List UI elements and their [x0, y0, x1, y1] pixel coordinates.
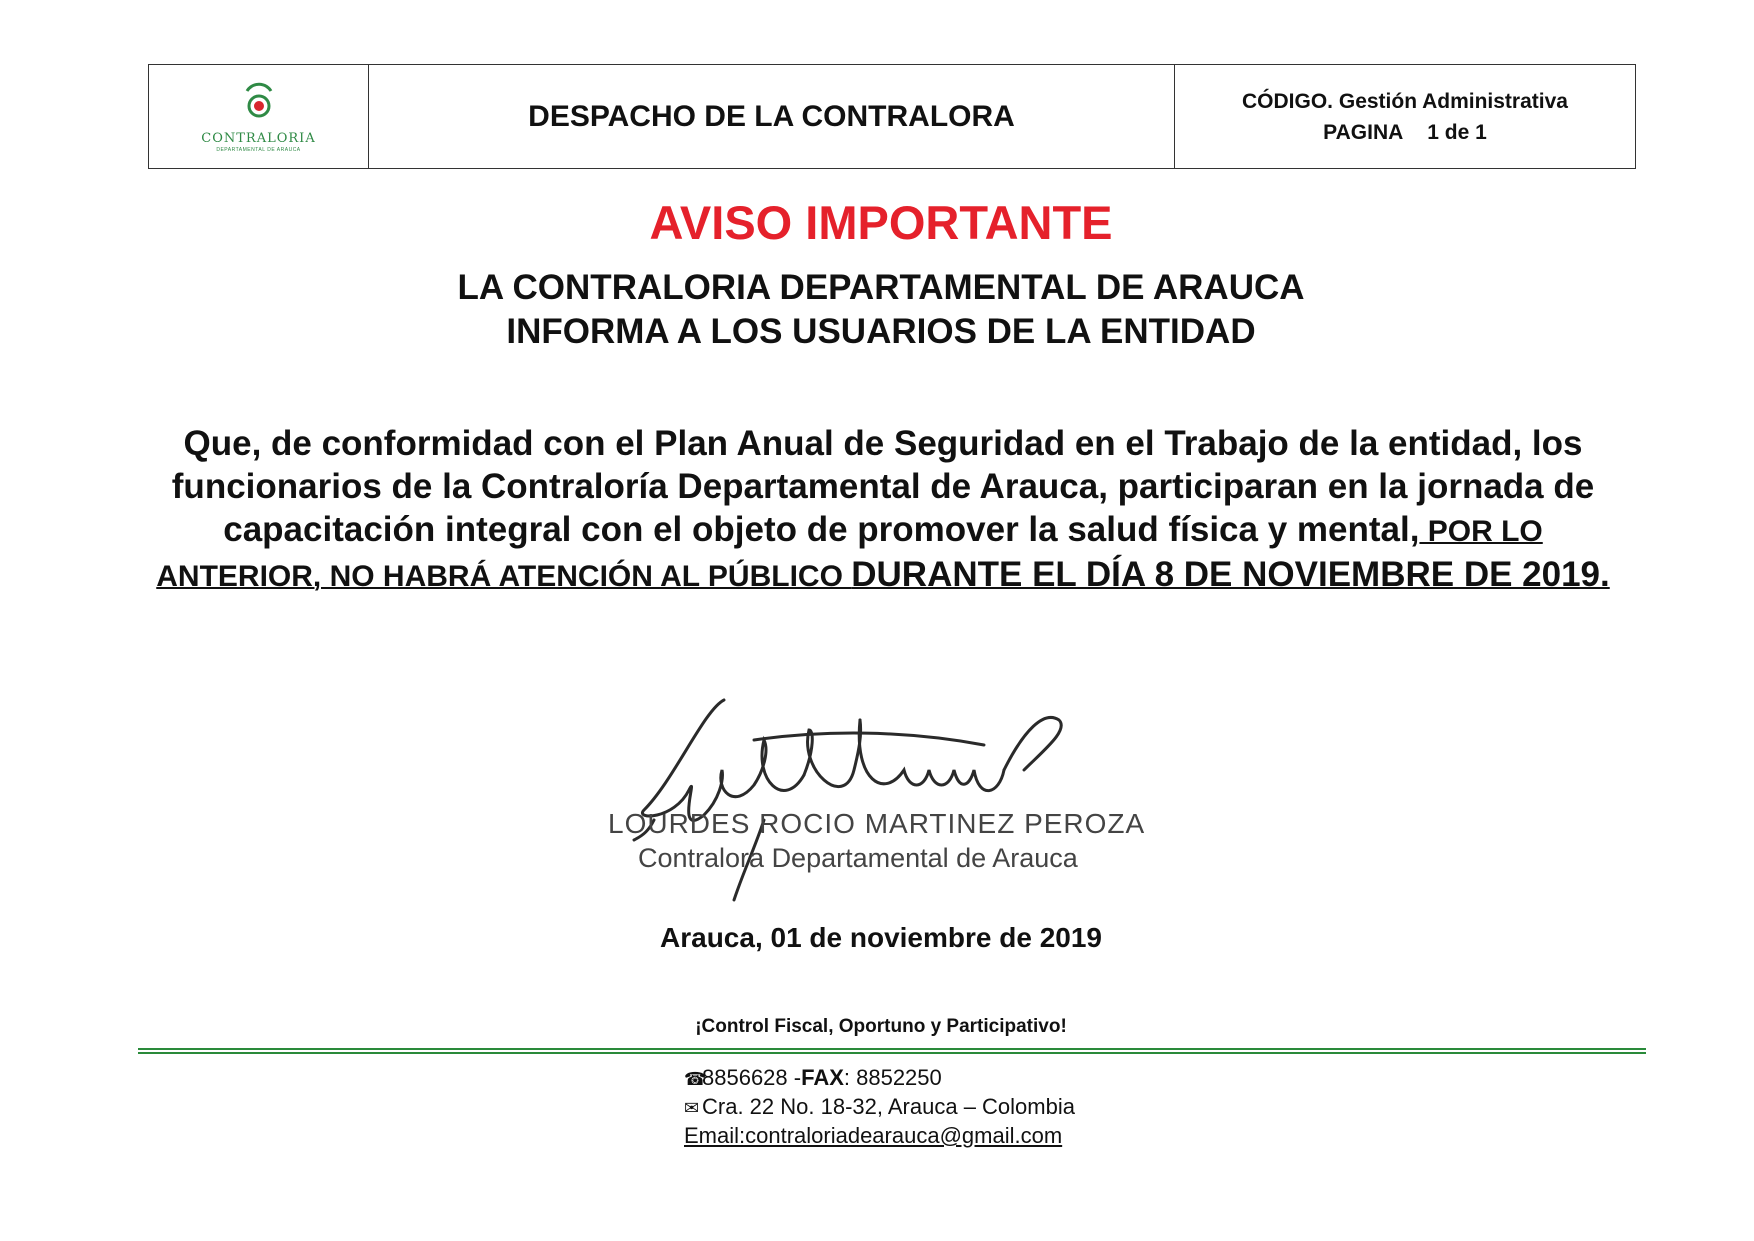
address-line — [684, 1093, 1075, 1122]
header-title: DESPACHO DE LA CONTRALORA — [369, 65, 1175, 168]
email-link[interactable]: Email:contraloriadearauca@gmail.com — [684, 1123, 1063, 1148]
place-date: Arauca, 01 de noviembre de 2019 — [660, 922, 1102, 953]
body-date-emphasis: DURANTE EL DÍA 8 DE NOVIEMBRE DE 2019. — [851, 555, 1610, 594]
header-meta — [1175, 65, 1635, 168]
signatory-role: Contralora Departamental de Arauca — [638, 843, 1078, 873]
footer-contact — [684, 1064, 1075, 1149]
fax-number: : 8852250 — [843, 1065, 942, 1090]
notice-body — [150, 422, 1616, 598]
subtitle-line-1: LA CONTRALORIA DEPARTAMENTAL DE ARAUCA — [457, 268, 1305, 307]
logo-text: CONTRALORIA — [201, 130, 316, 146]
body-no-attention: POR LO ANTERIOR, NO HABRÁ ATENCIÓN AL PÚBLICO — [156, 515, 1543, 593]
notice-subtitle — [0, 266, 1754, 354]
slogan: ¡Control Fiscal, Oportuno y Participativo! — [695, 1016, 1067, 1037]
logo-subtext: DEPARTAMENTAL DE ARAUCA — [216, 146, 301, 153]
document-header — [148, 64, 1636, 169]
fax-label: FAX — [801, 1065, 844, 1090]
page-value: 1 de 1 — [1427, 120, 1487, 144]
logo — [149, 65, 369, 168]
phone-line — [684, 1064, 1075, 1093]
email-line — [684, 1122, 1075, 1149]
phone-number: 8856628 - — [702, 1065, 802, 1090]
footer-divider — [138, 1048, 1646, 1054]
address: Cra. 22 No. 18-32, Arauca – Colombia — [702, 1094, 1075, 1119]
body-paragraph: Que, de conformidad con el Plan Anual de Seguridad en el Trabajo de la entidad, los funcionarios de la Contraloría Departamental de Arauca, participaran en la jornada de capacitación integral con el objeto de promover la salud física y mental, — [171, 424, 1595, 549]
envelope-icon: ✉ — [684, 1098, 700, 1118]
signatory-name: LOURDES ROCIO MARTINEZ PEROZA — [608, 808, 1146, 839]
subtitle-line-2: INFORMA A LOS USUARIOS DE LA ENTIDAD — [506, 312, 1256, 351]
phone-icon: ☎ — [684, 1069, 707, 1089]
contraloria-seal-icon — [239, 81, 279, 125]
notice-title: AVISO IMPORTANTE — [649, 196, 1113, 249]
code-label: CÓDIGO. Gestión Administrativa — [1242, 89, 1568, 113]
page-label: PAGINA — [1323, 120, 1404, 144]
page-indicator — [1323, 117, 1487, 148]
